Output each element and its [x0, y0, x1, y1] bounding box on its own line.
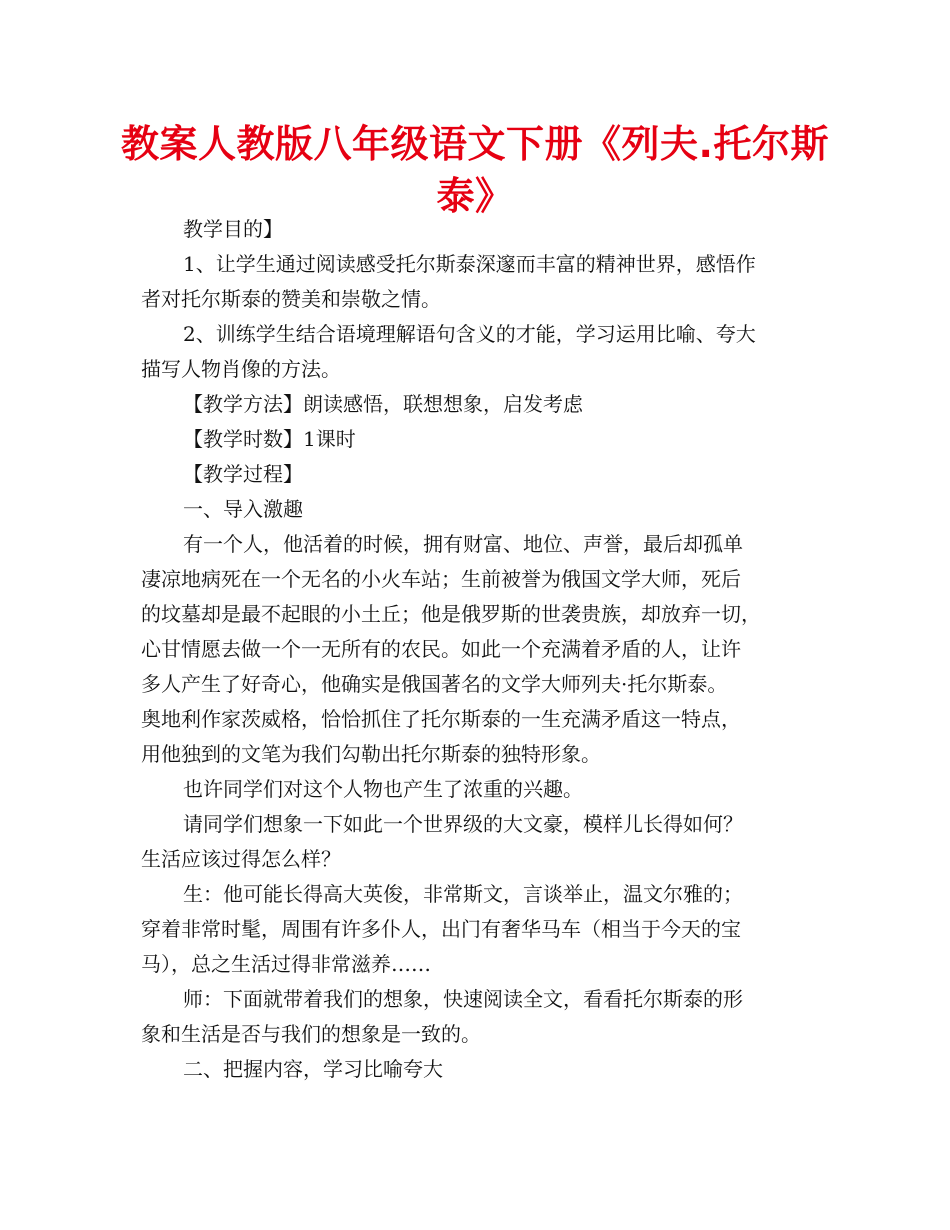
text-line: 1、让学生通过阅读感受托尔斯泰深邃而丰富的精神世界，感悟作 [183, 252, 756, 276]
text-line: 【教学时数】1课时 [183, 427, 356, 451]
text-line: 【教学过程】 [183, 462, 303, 486]
text-line: 描写人物肖像的方法。 [141, 357, 341, 381]
text-line: 者对托尔斯泰的赞美和崇敬之情。 [141, 287, 441, 311]
text-line: 有一个人，他活着的时候，拥有财富、地位、声誉，最后却孤单 [183, 532, 743, 556]
text-line: 马），总之生活过得非常滋养…… [141, 952, 431, 976]
text-line: 二、把握内容，学习比喻夸大 [183, 1057, 443, 1081]
text-line: 奥地利作家茨威格，恰恰抓住了托尔斯泰的一生充满矛盾这一特点， [141, 707, 741, 731]
text-line: 心甘情愿去做一个一无所有的农民。如此一个充满着矛盾的人，让许 [141, 637, 741, 661]
text-line: 也许同学们对这个人物也产生了浓重的兴趣。 [183, 777, 583, 801]
text-line: 【教学方法】朗读感悟，联想想象，启发考虑 [183, 392, 583, 416]
text-line: 师：下面就带着我们的想象，快速阅读全文，看看托尔斯泰的形 [183, 987, 743, 1011]
text-line: 象和生活是否与我们的想象是一致的。 [141, 1022, 481, 1046]
text-line: 穿着非常时髦，周围有许多仆人，出门有奢华马车（相当于今天的宝 [141, 917, 741, 941]
document-body [141, 212, 813, 1087]
text-line: 生：他可能长得高大英俊，非常斯文，言谈举止，温文尔雅的； [183, 882, 743, 906]
text-line: 教学目的】 [183, 217, 283, 241]
text-line: 请同学们想象一下如此一个世界级的大文豪，模样儿长得如何？ [183, 812, 743, 836]
text-line: 生活应该过得怎么样？ [141, 847, 341, 871]
text-line: 2、训练学生结合语境理解语句含义的才能，学习运用比喻、夸大 [183, 322, 756, 346]
document-title: 教案人教版八年级语文下册《列夫.托尔斯泰》 [121, 122, 829, 218]
text-line: 一、导入激趣 [183, 497, 303, 521]
text-line: 的坟墓却是最不起眼的小土丘；他是俄罗斯的世袭贵族，却放弃一切， [141, 602, 761, 626]
text-line: 用他独到的文笔为我们勾勒出托尔斯泰的独特形象。 [141, 742, 601, 766]
text-line: 多人产生了好奇心，他确实是俄国著名的文学大师列夫·托尔斯泰。 [141, 672, 728, 696]
text-line: 凄凉地病死在一个无名的小火车站；生前被誉为俄国文学大师，死后 [141, 567, 741, 591]
